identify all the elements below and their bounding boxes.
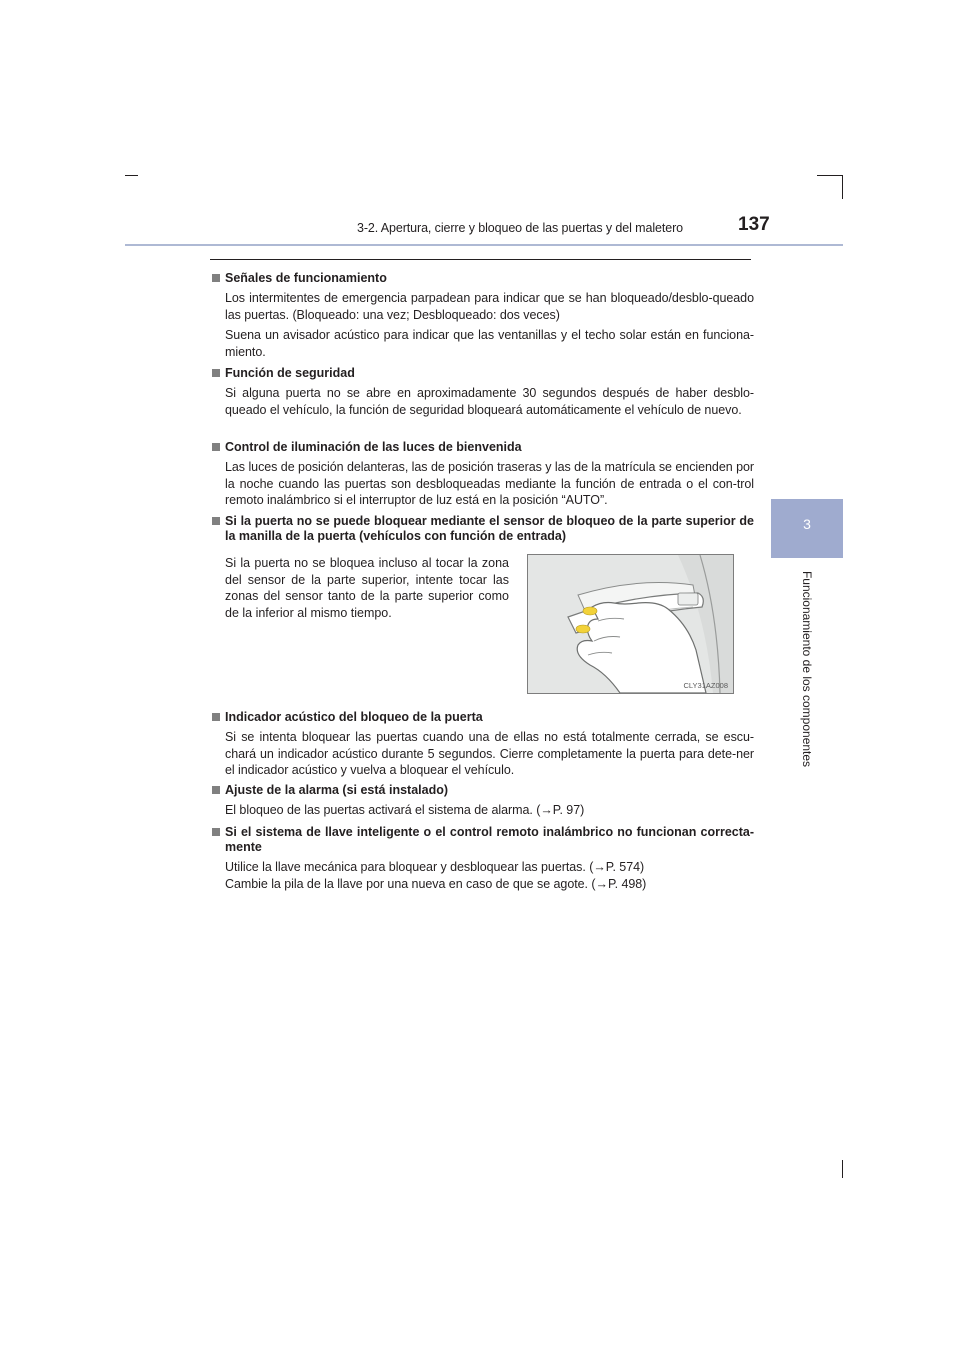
chapter-title: 3-2. Apertura, cierre y bloqueo de las puertas y del maletero bbox=[356, 221, 683, 235]
crop-mark-bottom-right-v bbox=[842, 1160, 843, 1178]
section-heading: Función de seguridad bbox=[212, 366, 754, 381]
chapter-tab-number: 3 bbox=[803, 516, 811, 532]
door-handle-hand-image bbox=[528, 555, 733, 693]
section-paragraph: Si se intenta bloquear las puertas cuando una de ellas no está totalmente cerrada, se escu-chará un indicador acústico durante 5 segundos. Cierre completamente la puerta para dete-ner el indicador acústico y vuelva a bloquear el vehículo. bbox=[225, 730, 754, 777]
square-bullet-icon bbox=[212, 443, 220, 451]
section-paragraph: Cambie la pila de la llave por una nueva en caso de que se agote. (→P. 498) bbox=[225, 876, 647, 891]
figure-side-paragraph: Si la puerta no se bloquea incluso al tocar la zona del sensor de la parte superior, intente tocar las zonas del sensor tanto de la parte superior como de la inferior al mismo tiempo. bbox=[225, 556, 509, 620]
section-heading: Si la puerta no se puede bloquear mediante el sensor de bloqueo de la parte superior de la manilla de la puerta (vehículos con función de entrada) bbox=[212, 514, 754, 544]
square-bullet-icon bbox=[212, 713, 220, 721]
section-security-function bbox=[212, 366, 754, 418]
chapter-tab[interactable] bbox=[771, 499, 843, 558]
crop-mark-top-left-h bbox=[125, 175, 138, 176]
square-bullet-icon bbox=[212, 274, 220, 282]
square-bullet-icon bbox=[212, 828, 220, 836]
section-heading: Control de iluminación de las luces de bienvenida bbox=[212, 440, 754, 455]
section-lock-buzzer bbox=[212, 710, 754, 779]
section-operation-signals bbox=[212, 271, 754, 360]
square-bullet-icon bbox=[212, 369, 220, 377]
section-heading: Señales de funcionamiento bbox=[212, 271, 754, 286]
section-smart-key-malfunction bbox=[212, 825, 754, 892]
header-rule bbox=[125, 244, 843, 246]
page-number: 137 bbox=[738, 214, 770, 235]
section-paragraph: Suena un avisador acústico para indicar que las ventanillas y el techo solar están en funciona-miento. bbox=[225, 328, 754, 359]
content-rule bbox=[210, 259, 751, 260]
section-alarm-setting bbox=[212, 783, 754, 819]
section-paragraph: Si alguna puerta no se abre en aproximadamente 30 segundos después de haber desblo-queado el vehículo, la función de seguridad bloqueará automáticamente el vehículo de nuevo. bbox=[225, 386, 754, 417]
section-heading: Ajuste de la alarma (si está instalado) bbox=[212, 783, 754, 798]
figure-code: CLY31AZ008 bbox=[683, 681, 728, 690]
section-welcome-lights bbox=[212, 440, 754, 509]
section-paragraph: Utilice la llave mecánica para bloquear y desbloquear las puertas. (→P. 574) bbox=[225, 860, 645, 874]
section-door-lock-sensor bbox=[212, 514, 754, 544]
door-handle-illustration bbox=[527, 554, 734, 694]
chapter-side-label bbox=[771, 558, 843, 780]
square-bullet-icon bbox=[212, 517, 220, 525]
chapter-side-label-text: Funcionamiento de los componentes bbox=[800, 570, 814, 768]
section-paragraph: El bloqueo de las puertas activará el sistema de alarma. (→P. 97) bbox=[225, 803, 585, 817]
crop-mark-top-right-h bbox=[817, 175, 843, 176]
section-paragraph: Las luces de posición delanteras, las de posición traseras y las de la matrícula se encienden por la noche cuando las puertas son desbloqueadas mediante la función de entrada o el con-trol remoto inalámbrico si el interruptor de luz está en la posición “AUTO”. bbox=[225, 460, 754, 507]
square-bullet-icon bbox=[212, 786, 220, 794]
crop-mark-top-right-v bbox=[842, 175, 843, 199]
section-paragraph: Los intermitentes de emergencia parpadean para indicar que se han bloqueado/desblo-queado las puertas. (Bloqueado: una vez; Desbloqueado: dos veces) bbox=[225, 291, 754, 322]
section-heading: Indicador acústico del bloqueo de la puerta bbox=[212, 710, 754, 725]
section-heading: Si el sistema de llave inteligente o el control remoto inalámbrico no funcionan correcta-mente bbox=[212, 825, 754, 855]
